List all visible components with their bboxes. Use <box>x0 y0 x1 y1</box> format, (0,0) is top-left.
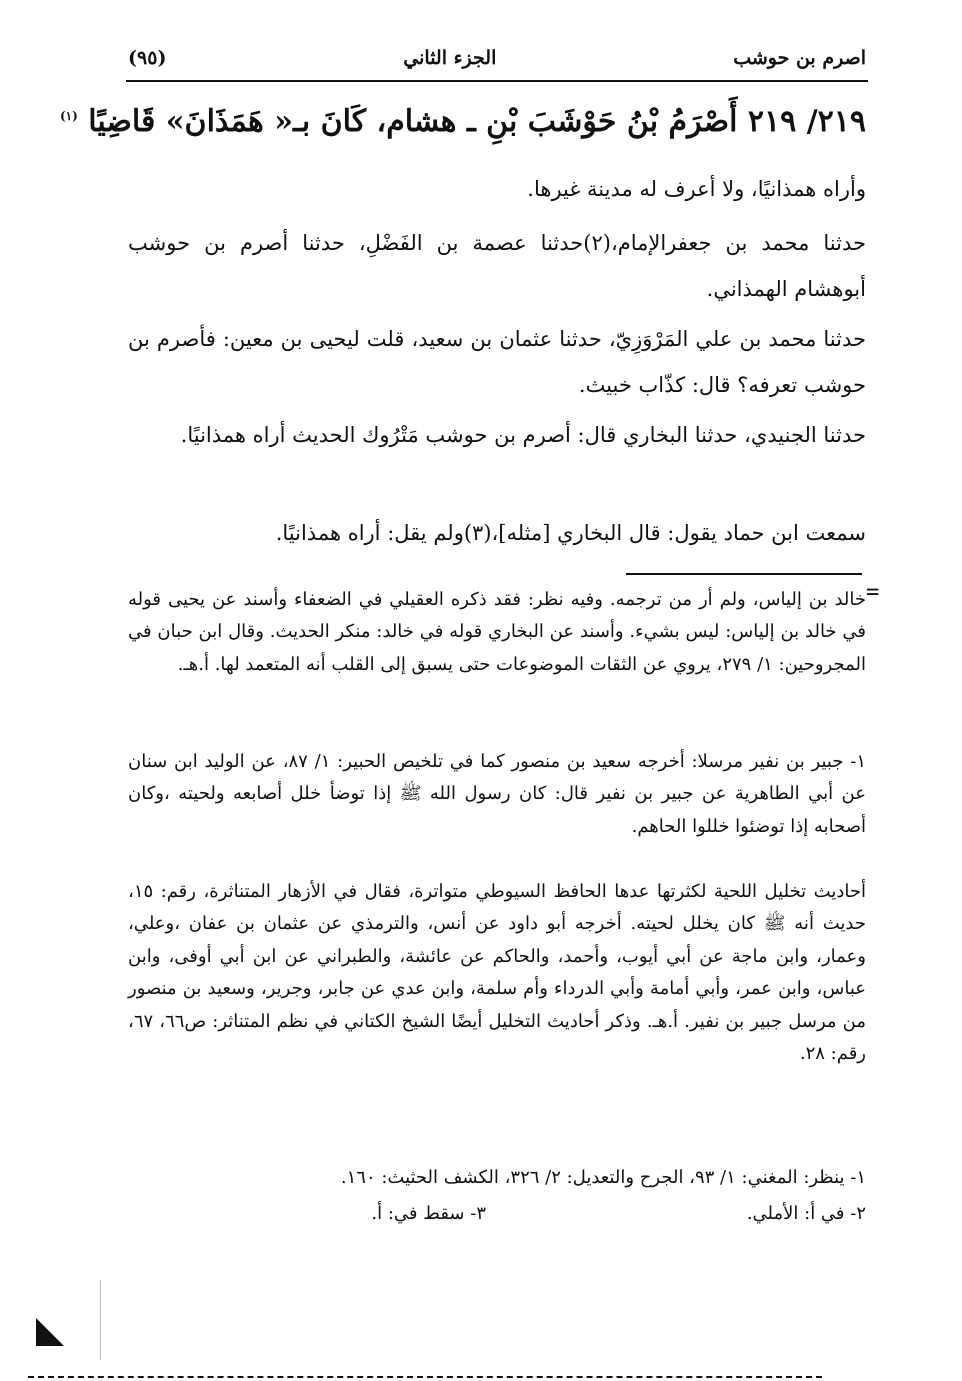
body-paragraph-2: حدثنا محمد بن جعفرالإمام،(٢)حدثنا عصمة بن الفَضْلِ، حدثنا أصرم بن حوشب أبوهشام الهمذاني. <box>128 231 866 301</box>
footnote-rule <box>626 573 862 575</box>
running-head-volume: الجزء الثاني <box>403 47 497 69</box>
page-header <box>128 38 866 78</box>
scan-edge-line <box>100 1280 101 1360</box>
running-head-name: اصرم بن حوشب <box>733 47 866 69</box>
body-paragraph-3: حدثنا محمد بن علي المَرْوَزِيّ، حدثنا عثمان بن سعيد، قلت ليحيى بن معين: فأصرم بن حوشب تعرفه؟ قال: كذّاب خبيث. <box>128 327 866 397</box>
header-rule <box>126 80 868 82</box>
footnote-continuation: خالد بن إلياس، ولم أر من ترجمه. وفيه نظر: فقد ذكره العقيلي في الضعفاء وأسند عن يحيى قوله في خالد بن إلياس: ليس بشيء. وأسند عن البخاري قوله في خالد: منكر الحديث. وقال ابن حبان في المجروحين: ١/ ٢٧٩، يروي عن الثقات الموضوعات حتى يسبق إلى القلب أنه المتعمد لها. أ.هـ. <box>128 589 866 675</box>
entry-title-ref: (١) <box>59 109 78 123</box>
entry-title <box>59 104 866 139</box>
footnote-ref-2: ٢- في أ: الأملي. <box>746 1203 866 1224</box>
corner-triangle-icon <box>36 1318 64 1346</box>
footnote-ref-row <box>200 1196 866 1232</box>
body-paragraph-1: وأراه همذانيًا، ولا أعرف له مدينة غيرها. <box>527 177 866 201</box>
continuation-mark: = <box>866 580 880 605</box>
footnote-references <box>200 1160 866 1232</box>
entry-title-text: ٢١٩/ ٢١٩ أَصْرَمُ بْنُ حَوْشَبَ بْنِ ـ هشام، كَانَ بـ« هَمَذَانَ» قَاضِيًا <box>88 104 866 139</box>
body-paragraph-5: سمعت ابن حماد يقول: قال البخاري [مثله]،(٣)ولم يقل: أراه همذانيًا. <box>275 521 866 545</box>
page-number: (٩٥) <box>128 47 167 69</box>
body-paragraph-4: حدثنا الجنيدي، حدثنا البخاري قال: أصرم بن حوشب مَتْرُوك الحديث أراه همذانيًا. <box>180 423 866 447</box>
scan-bottom-dashes <box>28 1376 822 1378</box>
footnote-ref-3: ٣- سقط في: أ. <box>371 1203 486 1224</box>
footnote-1-part-b: أحاديث تخليل اللحية لكثرتها عدها الحافظ السيوطي متواترة، فقال في الأزهار المتناثرة، رقم: ١٥، حديث أنه ﷺ كان يخلل لحيته. أخرجه أبو داود عن أنس، والترمذي عن عثمان بن عفان ،وعلي، وعمار، وابن ماجة عن أبي أيوب، وأحمد، والحاكم عن عائشة، والطبراني عن ابن أبي أوفى، وابن عباس، وابن عمر، وأبي أمامة وأبي الدرداء وأم سلمة، وابن عدي عن جابر، وجرير، وسعيد بن منصور من مرسل جبير بن نفير. أ.هـ. وذكر أحاديث التخليل أيضًا الشيخ الكتاني في نظم المتناثر: ص٦٦، ٦٧، رقم: ٢٨. <box>128 881 866 1065</box>
footnote-ref-1: ١- ينظر: المغني: ١/ ٩٣، الجرح والتعديل: ٢/ ٣٢٦، الكشف الحثيث: ١٦٠. <box>340 1167 866 1188</box>
footnote-1-part-a: ١- جبير بن نفير مرسلا: أخرجه سعيد بن منصور كما في تلخيص الحبير: ١/ ٨٧، عن الوليد ابن سنان عن أبي الطاهرية عن جبير بن نفير قال: كان رسول الله ﷺ إذا توضأ خلل أصابعه ولحيته ،وكان أصحابه إذا توضئوا خللوا الحاهم. <box>128 751 866 837</box>
